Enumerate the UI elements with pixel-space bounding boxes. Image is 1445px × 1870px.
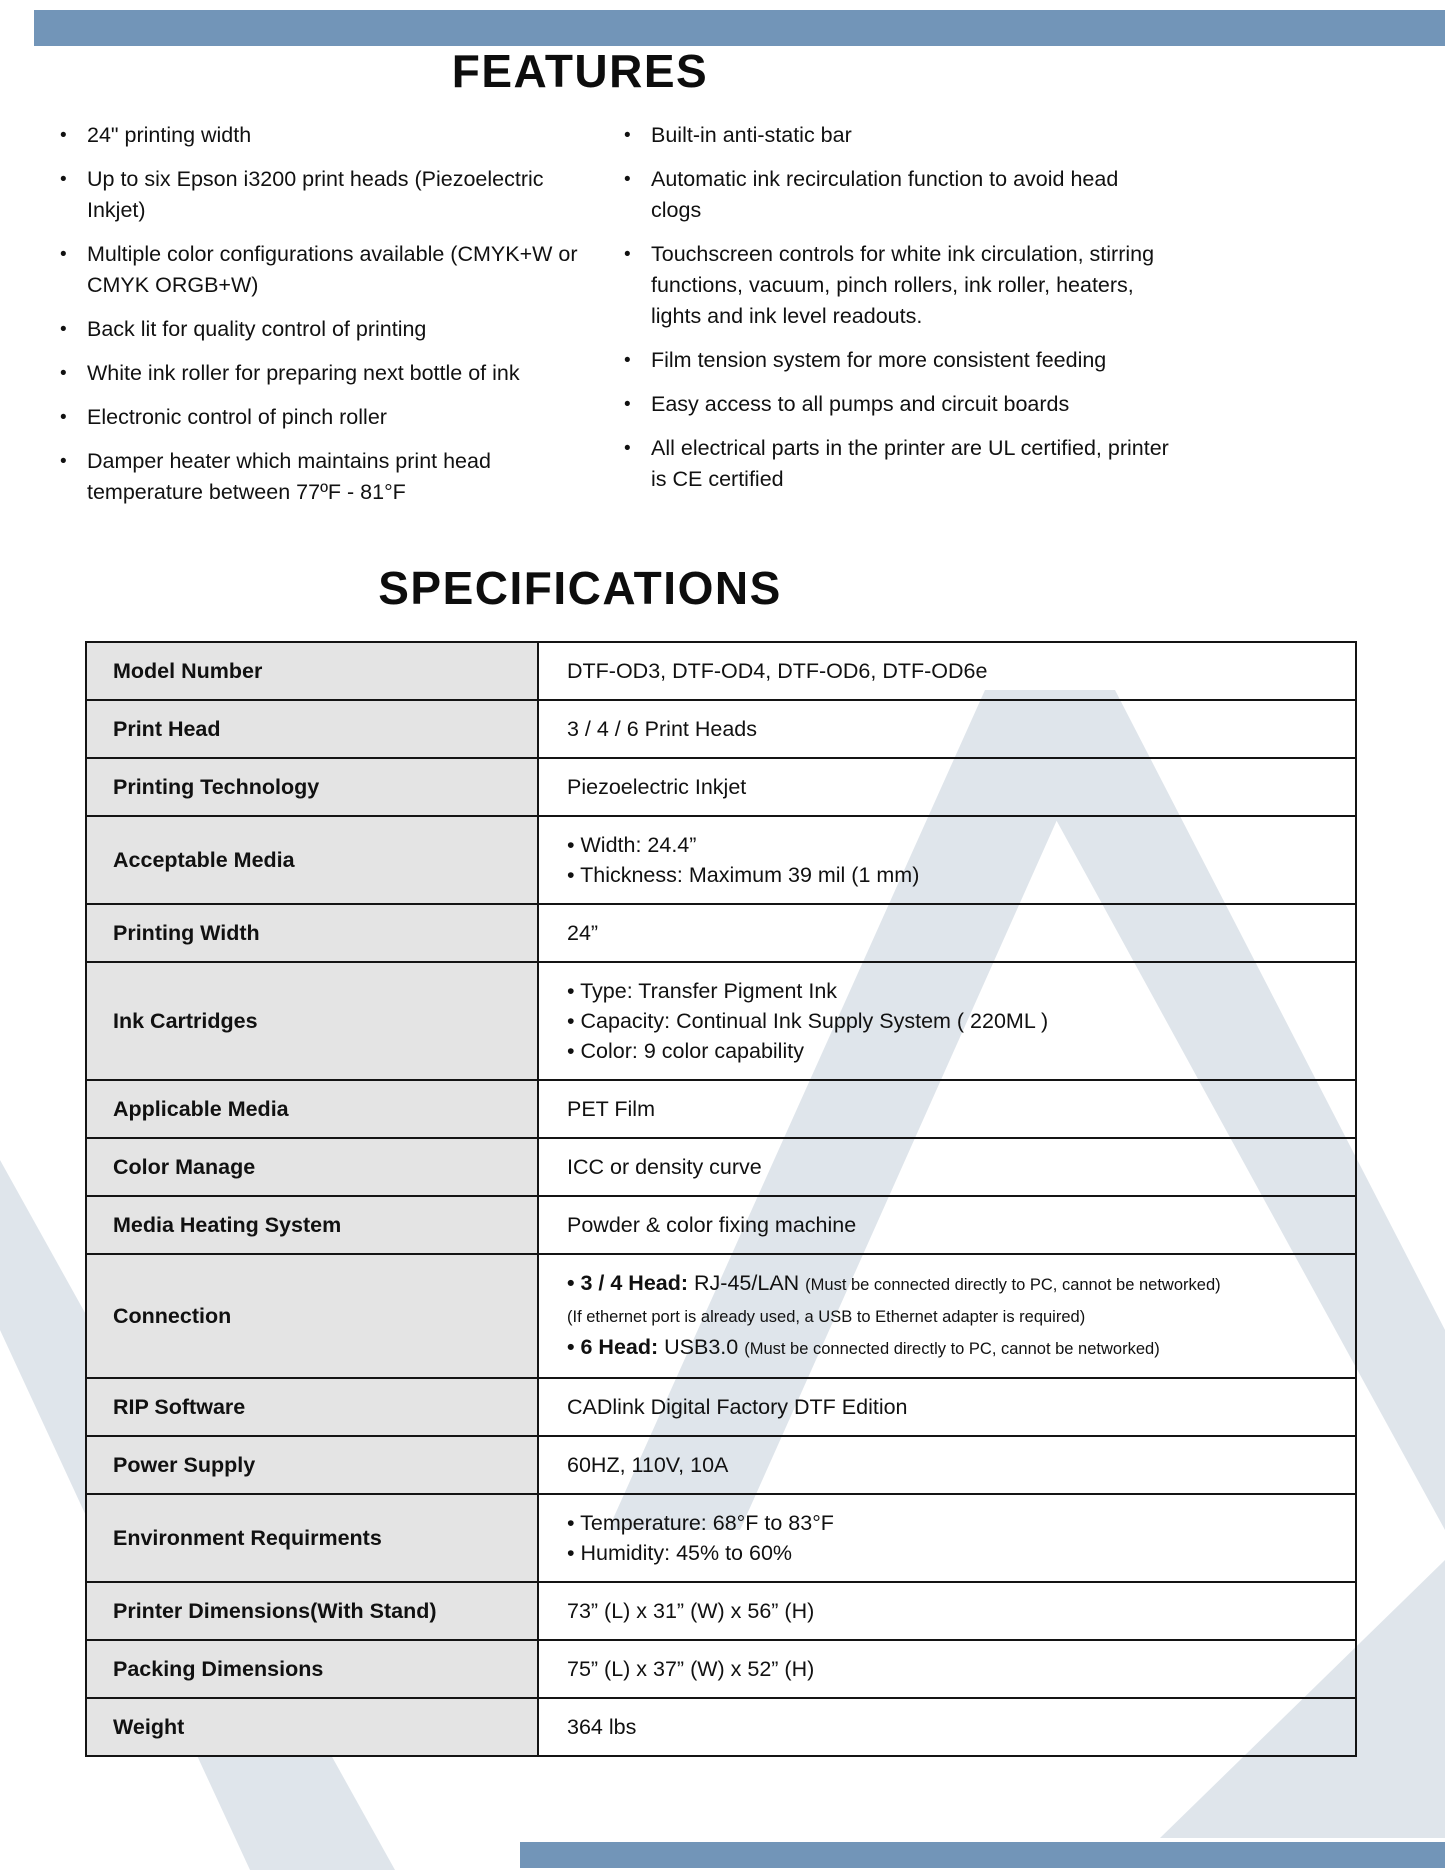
spec-label: Media Heating System [86,1196,538,1254]
spec-value-line [567,656,1337,686]
feature-text: Electronic control of pinch roller [87,405,387,429]
spec-label: Acceptable Media [86,816,538,904]
spec-value [538,816,1356,904]
spec-value-segment: • Capacity: Continual Ink Supply System ( 220ML ) [567,1009,1049,1033]
table-row [86,1698,1356,1756]
feature-list-item [60,314,580,345]
spec-value-segment: (If ethernet port is already used, a USB to Ethernet adapter is required) [567,1308,1086,1326]
spec-value-line [567,976,1337,1006]
bullet-icon: • [624,350,631,371]
spec-value-segment: • Thickness: Maximum 39 mil (1 mm) [567,863,920,887]
bullet-icon: • [60,169,67,190]
spec-label: Power Supply [86,1436,538,1494]
spec-value [538,1698,1356,1756]
spec-label: RIP Software [86,1378,538,1436]
spec-label: Print Head [86,700,538,758]
spec-value [538,642,1356,700]
spec-value-segment: • Type: Transfer Pigment Ink [567,979,838,1003]
feature-list-item [60,358,580,389]
table-row [86,1138,1356,1196]
bullet-icon: • [60,451,67,472]
spec-label: Printer Dimensions(With Stand) [86,1582,538,1640]
table-row [86,904,1356,962]
spec-value-segment: ICC or density curve [567,1155,762,1179]
feature-list-item [60,120,580,151]
spec-value-segment: 60HZ, 110V, 10A [567,1453,729,1477]
feature-list-item [60,239,580,301]
feature-list-item [624,239,1169,332]
bullet-icon: • [624,244,631,265]
bullet-icon: • [624,394,631,415]
spec-value-segment: • Color: 9 color capability [567,1039,804,1063]
spec-value-segment: • Width: 24.4” [567,833,697,857]
feature-text: Film tension system for more consistent feeding [651,348,1107,372]
feature-text: Up to six Epson i3200 print heads (Piezoelectric Inkjet) [87,167,544,222]
spec-value-line [567,1268,1337,1300]
bullet-icon: • [60,244,67,265]
spec-value [538,700,1356,758]
feature-text: All electrical parts in the printer are UL certified, printer is CE certified [651,436,1169,491]
spec-label: Color Manage [86,1138,538,1196]
spec-value-line [567,1300,1337,1332]
bullet-icon: • [60,319,67,340]
spec-value-segment: RJ-45/LAN [694,1271,806,1295]
spec-label: Printing Technology [86,758,538,816]
spec-value [538,1436,1356,1494]
spec-value-line [567,1094,1337,1124]
specifications-section [0,561,1445,1757]
spec-value-line [567,1538,1337,1568]
bullet-icon: • [624,438,631,459]
spec-value-segment: Piezoelectric Inkjet [567,775,747,799]
feature-text: White ink roller for preparing next bottle of ink [87,361,520,385]
spec-value [538,1196,1356,1254]
spec-value-line [567,1392,1337,1422]
spec-value-line [567,918,1337,948]
spec-value-line [567,1596,1337,1626]
spec-value-line [567,714,1337,744]
table-row [86,962,1356,1080]
spec-value-segment: 3 / 4 / 6 Print Heads [567,717,758,741]
feature-text: Built-in anti-static bar [651,123,852,147]
bullet-icon: • [624,125,631,146]
feature-text: 24" printing width [87,123,252,147]
features-section [0,0,1445,521]
specifications-title: SPECIFICATIONS [378,562,782,614]
spec-label: Environment Requirments [86,1494,538,1582]
spec-label: Weight [86,1698,538,1756]
spec-value [538,962,1356,1080]
spec-value-line [567,1152,1337,1182]
spec-label: Connection [86,1254,538,1378]
table-row [86,1378,1356,1436]
spec-value-segment: (Must be connected directly to PC, cannot be networked) [744,1340,1160,1358]
spec-value-segment: CADlink Digital Factory DTF Edition [567,1395,908,1419]
spec-value-segment: • 6 Head: [567,1335,665,1359]
spec-value [538,1254,1356,1378]
spec-value [538,1582,1356,1640]
spec-value-line [567,772,1337,802]
table-row [86,1494,1356,1582]
spec-label: Ink Cartridges [86,962,538,1080]
spec-label: Packing Dimensions [86,1640,538,1698]
feature-text: Touchscreen controls for white ink circulation, stirring functions, vacuum, pinch rollers, ink roller, heaters, lights and ink level readouts. [651,242,1155,328]
spec-value-segment: Powder & color fixing machine [567,1213,857,1237]
spec-value-segment: 24” [567,921,599,945]
features-list-left [60,120,580,521]
feature-list-item [624,389,1169,420]
spec-value [538,1640,1356,1698]
bullet-icon: • [60,125,67,146]
feature-text: Damper heater which maintains print head temperature between 77ºF - 81°F [87,449,491,504]
spec-value-line [567,1508,1337,1538]
feature-list-item [624,120,1169,151]
spec-label: Model Number [86,642,538,700]
spec-value-segment: (Must be connected directly to PC, cannot be networked) [805,1276,1221,1294]
bottom-accent-bar [520,1842,1445,1868]
bullet-icon: • [60,363,67,384]
table-row [86,1640,1356,1698]
spec-value-segment: USB3.0 [664,1335,745,1359]
spec-value-line [567,1450,1337,1480]
spec-value-line [567,1210,1337,1240]
spec-value [538,758,1356,816]
spec-label: Printing Width [86,904,538,962]
spec-value-segment: 364 lbs [567,1715,637,1739]
spec-value [538,1494,1356,1582]
features-title: FEATURES [451,45,709,97]
feature-list-item [624,433,1169,495]
spec-value-line [567,1332,1337,1364]
feature-list-item [624,164,1169,226]
spec-value-line [567,1006,1337,1036]
feature-list-item [60,446,580,508]
table-row [86,642,1356,700]
spec-value-segment: • Humidity: 45% to 60% [567,1541,793,1565]
table-row [86,1582,1356,1640]
table-row [86,1080,1356,1138]
features-columns [60,120,1445,521]
spec-value-segment: • Temperature: 68°F to 83°F [567,1511,834,1535]
table-row [86,700,1356,758]
spec-value-line [567,1712,1337,1742]
feature-text: Easy access to all pumps and circuit boards [651,392,1070,416]
spec-value-segment: • 3 / 4 Head: [567,1271,695,1295]
feature-text: Multiple color configurations available (CMYK+W or CMYK ORGB+W) [87,242,578,297]
feature-text: Automatic ink recirculation function to avoid head clogs [651,167,1119,222]
bullet-icon: • [624,169,631,190]
features-list-right [624,120,1169,521]
table-row [86,758,1356,816]
spec-value [538,1378,1356,1436]
spec-value-line [567,830,1337,860]
spec-value-segment: DTF-OD3, DTF-OD4, DTF-OD6, DTF-OD6e [567,659,988,683]
spec-value-line [567,860,1337,890]
feature-list-item [60,402,580,433]
spec-value-segment: PET Film [567,1097,655,1121]
spec-value-line [567,1036,1337,1066]
feature-text: Back lit for quality control of printing [87,317,427,341]
table-row [86,816,1356,904]
spec-value-line [567,1654,1337,1684]
spec-value-segment: 75” (L) x 37” (W) x 52” (H) [567,1657,815,1681]
spec-value [538,1080,1356,1138]
specifications-table [85,641,1357,1757]
table-row [86,1196,1356,1254]
table-row [86,1254,1356,1378]
spec-value [538,1138,1356,1196]
spec-value-segment: 73” (L) x 31” (W) x 56” (H) [567,1599,815,1623]
spec-label: Applicable Media [86,1080,538,1138]
feature-list-item [60,164,580,226]
feature-list-item [624,345,1169,376]
bullet-icon: • [60,407,67,428]
spec-value [538,904,1356,962]
table-row [86,1436,1356,1494]
